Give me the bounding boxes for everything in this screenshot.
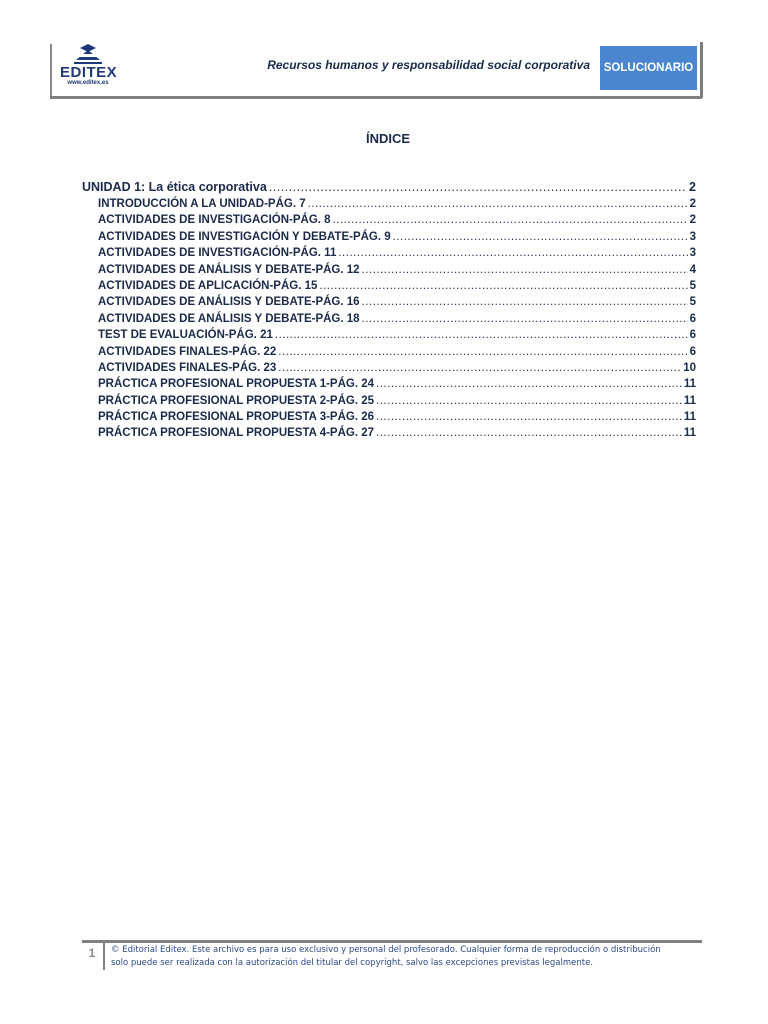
table-of-contents <box>82 178 696 442</box>
toc-entry[interactable] <box>82 294 696 310</box>
toc-entry[interactable] <box>82 311 696 327</box>
toc-entry[interactable] <box>82 376 696 392</box>
toc-entry[interactable] <box>82 344 696 360</box>
toc-entry-label: ACTIVIDADES DE INVESTIGACIÓN-PÁG. 11 <box>98 247 337 260</box>
toc-dot-leader <box>376 376 682 392</box>
toc-entry-page: 11 <box>683 378 696 391</box>
toc-entry-label: ACTIVIDADES DE APLICACIÓN-PÁG. 15 <box>98 279 318 292</box>
logo-url: www.editex.es <box>67 80 109 86</box>
toc-entry[interactable] <box>82 393 696 409</box>
copyright-notice <box>111 944 701 970</box>
toc-entry-page: 6 <box>689 312 696 325</box>
toc-dot-leader <box>393 229 688 245</box>
page-number: 1 <box>88 946 96 960</box>
toc-entry[interactable] <box>82 178 696 196</box>
toc-dot-leader <box>376 393 682 409</box>
toc-entry-label: PRÁCTICA PROFESIONAL PROPUESTA 1-PÁG. 24 <box>98 378 375 391</box>
toc-entry-label: PRÁCTICA PROFESIONAL PROPUESTA 2-PÁG. 25 <box>98 394 375 407</box>
toc-entry-label: ACTIVIDADES DE ANÁLISIS Y DEBATE-PÁG. 18 <box>98 312 360 325</box>
copyright-line-2: solo puede ser realizada con la autorización del titular del copyright, salvo las excepciones previstas legalmente. <box>111 958 593 968</box>
toc-entry[interactable] <box>82 360 696 376</box>
toc-entry-page: 11 <box>683 394 696 407</box>
toc-entry-page: 2 <box>689 214 696 227</box>
toc-dot-leader <box>278 344 687 360</box>
toc-dot-leader <box>333 212 688 228</box>
toc-entry-page: 3 <box>689 247 696 260</box>
toc-dot-leader <box>319 278 687 294</box>
footer-rule <box>82 940 702 943</box>
header-bottom-rule <box>50 96 702 99</box>
toc-dot-leader <box>362 262 688 278</box>
toc-entry[interactable] <box>82 229 696 245</box>
toc-entry[interactable] <box>82 262 696 278</box>
toc-entry-page: 5 <box>689 296 696 309</box>
toc-entry-page: 2 <box>689 198 696 210</box>
footer-separator <box>103 943 105 970</box>
toc-entry-label: ACTIVIDADES DE INVESTIGACIÓN-PÁG. 8 <box>98 214 331 227</box>
solucionario-badge: SOLUCIONARIO <box>600 46 697 90</box>
toc-entry-label: PRÁCTICA PROFESIONAL PROPUESTA 4-PÁG. 27 <box>98 427 375 440</box>
book-title: Recursos humanos y responsabilidad social corporativa <box>267 58 590 72</box>
toc-dot-leader <box>362 294 688 310</box>
toc-dot-leader <box>269 178 687 196</box>
toc-dot-leader <box>308 196 688 212</box>
header-left-rule <box>50 44 52 98</box>
toc-entry[interactable] <box>82 425 696 441</box>
toc-entry-label: PRÁCTICA PROFESIONAL PROPUESTA 3-PÁG. 26 <box>98 411 375 424</box>
toc-entry-page: 6 <box>689 345 696 358</box>
toc-entry-page: 11 <box>683 427 696 440</box>
toc-entry[interactable] <box>82 212 696 228</box>
toc-entry-page: 2 <box>689 180 696 194</box>
toc-entry-page: 11 <box>683 411 696 424</box>
toc-dot-leader <box>362 311 688 327</box>
toc-entry-label: TEST DE EVALUACIÓN-PÁG. 21 <box>98 329 273 342</box>
toc-entry-page: 10 <box>683 361 696 374</box>
toc-entry-page: 5 <box>689 279 696 292</box>
toc-dot-leader <box>338 245 687 261</box>
editex-logo <box>60 44 116 90</box>
toc-entry-label: ACTIVIDADES DE ANÁLISIS Y DEBATE-PÁG. 16 <box>98 296 360 309</box>
toc-dot-leader <box>376 409 682 425</box>
toc-entry-label: INTRODUCCIÓN A LA UNIDAD-PÁG. 7 <box>98 198 306 210</box>
toc-dot-leader <box>275 327 688 343</box>
logo-text: EDITEX <box>60 64 118 81</box>
header-right-rule <box>700 42 703 98</box>
toc-entry-label: ACTIVIDADES FINALES-PÁG. 23 <box>98 361 277 374</box>
toc-entry[interactable] <box>82 327 696 343</box>
books-logo-icon <box>70 44 106 64</box>
toc-entry-page: 6 <box>689 329 696 342</box>
toc-entry-label: ACTIVIDADES DE INVESTIGACIÓN Y DEBATE-PÁG. 9 <box>98 230 391 243</box>
toc-dot-leader <box>376 425 682 441</box>
toc-entry[interactable] <box>82 409 696 425</box>
toc-entry[interactable] <box>82 245 696 261</box>
index-title: ÍNDICE <box>365 131 411 146</box>
toc-entry-page: 3 <box>689 230 696 243</box>
toc-entry[interactable] <box>82 196 696 212</box>
toc-entry[interactable] <box>82 278 696 294</box>
toc-entry-page: 4 <box>689 263 696 276</box>
toc-entry-label: UNIDAD 1: La ética corporativa <box>82 180 267 194</box>
toc-entry-label: ACTIVIDADES DE ANÁLISIS Y DEBATE-PÁG. 12 <box>98 263 360 276</box>
toc-dot-leader <box>278 360 681 376</box>
copyright-line-1: © Editorial Editex. Este archivo es para uso exclusivo y personal del profesorado. Cualquier forma de reproducción o distribución <box>111 945 661 955</box>
toc-entry-label: ACTIVIDADES FINALES-PÁG. 22 <box>98 345 277 358</box>
